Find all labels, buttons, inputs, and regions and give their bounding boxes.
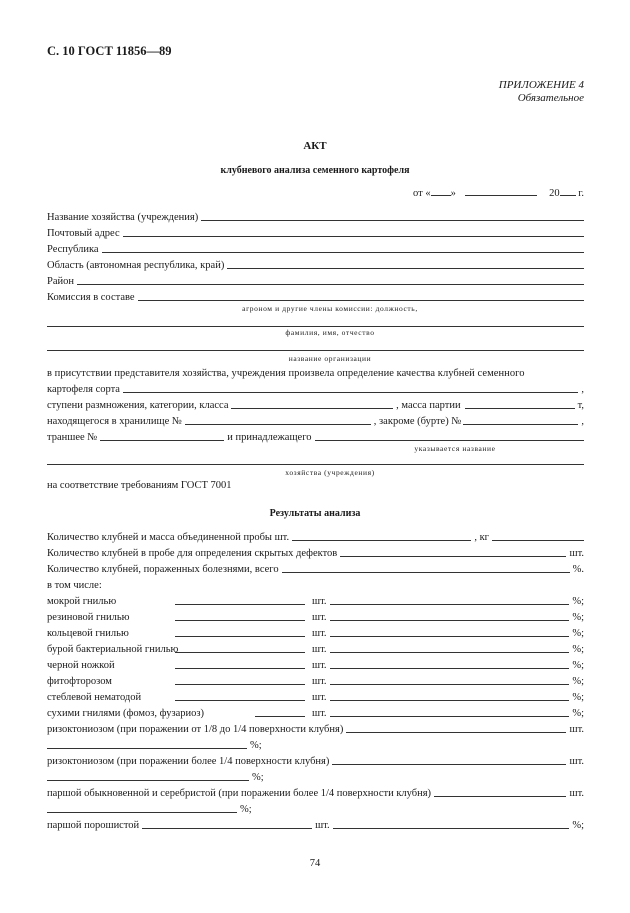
label-including: в том числе:: [47, 580, 102, 591]
appendix-label: [499, 79, 584, 105]
field-storage[interactable]: находящегося в хранилище № , закроме (бурте) № ,: [47, 416, 584, 427]
results-title: Результаты анализа: [269, 508, 361, 519]
disease-count-line[interactable]: [175, 674, 305, 685]
disease-label: мокрой гнилью: [47, 596, 117, 607]
body-line-1: в присутствии представителя хозяйства, учреждения произвела определение качества клубней семенного: [47, 368, 525, 379]
unit-pct: %;: [572, 644, 584, 655]
field-variety[interactable]: картофеля сорта ,: [47, 384, 584, 395]
unit-pct: %;: [572, 628, 584, 639]
appendix-subtitle: Обязательное: [517, 92, 584, 104]
field-commission[interactable]: Комиссия в составе: [47, 288, 584, 303]
field-members-line[interactable]: [47, 314, 584, 329]
field-rhizo-1[interactable]: ризоктониозом (при поражении от 1/8 до 1/4 поверхности клубня) шт.: [47, 724, 584, 735]
unit-pcs: шт.: [312, 692, 327, 703]
field-region[interactable]: Область (автономная республика, край): [47, 256, 584, 271]
disease-pct-line[interactable]: [330, 658, 570, 669]
field-district[interactable]: Район: [47, 272, 584, 287]
field-affected-total[interactable]: Количество клубней, пораженных болезнями, всего %.: [47, 564, 584, 575]
disease-row[interactable]: [47, 656, 584, 671]
unit-pct: %;: [572, 612, 584, 623]
disease-count-line[interactable]: [175, 626, 305, 637]
disease-row[interactable]: [47, 608, 584, 623]
field-rhizo-1-pct[interactable]: %;: [47, 736, 584, 751]
act-subtitle: клубневого анализа семенного картофеля: [220, 165, 410, 176]
disease-label: бурой бактериальной гнилью: [47, 644, 179, 655]
unit-pcs: шт.: [312, 628, 327, 639]
unit-pcs: шт.: [312, 708, 327, 719]
disease-row[interactable]: [47, 688, 584, 703]
disease-count-line[interactable]: [175, 610, 305, 621]
unit-pcs: шт.: [312, 612, 327, 623]
unit-pcs: шт.: [312, 660, 327, 671]
disease-label: стеблевой нематодой: [47, 692, 142, 703]
unit-pct: %;: [572, 676, 584, 687]
unit-pct: %;: [572, 596, 584, 607]
disease-label: черной ножкой: [47, 660, 115, 671]
disease-pct-line[interactable]: [330, 626, 570, 637]
disease-row[interactable]: [47, 592, 584, 607]
unit-pct: %;: [572, 708, 584, 719]
field-scab-2[interactable]: паршой порошистой шт. %;: [47, 820, 584, 831]
disease-pct-line[interactable]: [330, 706, 570, 717]
disease-label: резиновой гнилью: [47, 612, 130, 623]
disease-pct-line[interactable]: [330, 594, 570, 605]
unit-pcs: шт.: [312, 644, 327, 655]
unit-pct: %;: [572, 692, 584, 703]
caption-farm: хозяйства (учреждения): [285, 468, 375, 477]
appendix-title: ПРИЛОЖЕНИЕ 4: [498, 79, 584, 91]
disease-label: сухими гнилями (фомоз, фузариоз): [47, 708, 205, 719]
disease-count-line[interactable]: [255, 706, 305, 717]
field-rhizo-2[interactable]: ризоктониозом (при поражении более 1/4 поверхности клубня) шт.: [47, 756, 584, 767]
unit-pcs: шт.: [312, 596, 327, 607]
field-trench[interactable]: траншее № и принадлежащего: [47, 428, 584, 443]
unit-pcs: шт.: [312, 676, 327, 687]
field-rhizo-2-pct[interactable]: %;: [47, 768, 584, 783]
page-number: 74: [309, 858, 321, 869]
disease-count-line[interactable]: [175, 642, 305, 653]
disease-count-line[interactable]: [175, 690, 305, 701]
caption-org: название организации: [288, 354, 372, 363]
body-gost: на соответствие требованиям ГОСТ 7001: [47, 480, 232, 491]
disease-pct-line[interactable]: [330, 642, 570, 653]
field-postal[interactable]: Почтовый адрес: [47, 224, 584, 239]
disease-label: кольцевой гнилью: [47, 628, 129, 639]
disease-label: фитофторозом: [47, 676, 112, 687]
field-republic[interactable]: Республика: [47, 240, 584, 255]
act-title: АКТ: [303, 140, 327, 152]
disease-row[interactable]: [47, 640, 584, 655]
field-hidden-defects[interactable]: Количество клубней в пробе для определения скрытых дефектов шт.: [47, 548, 584, 559]
unit-pct: %;: [572, 660, 584, 671]
caption-agronomist: агроном и другие члены комиссии: должность,: [242, 304, 418, 313]
caption-indicated: указывается название: [414, 444, 496, 453]
disease-count-line[interactable]: [175, 658, 305, 669]
disease-count-line[interactable]: [175, 594, 305, 605]
field-count-mass[interactable]: Количество клубней и масса объединенной пробы шт. , кг: [47, 528, 584, 543]
disease-row[interactable]: [47, 624, 584, 639]
disease-row[interactable]: [47, 704, 584, 719]
field-scab-1[interactable]: паршой обыкновенной и серебристой (при поражении более 1/4 поверхности клубня) шт.: [47, 788, 584, 799]
page-header: С. 10 ГОСТ 11856—89: [47, 44, 172, 58]
disease-pct-line[interactable]: [330, 610, 570, 621]
field-owner-line[interactable]: [47, 452, 584, 467]
disease-pct-line[interactable]: [330, 690, 570, 701]
field-stage[interactable]: ступени размножения, категории, класса , масса партии т,: [47, 400, 584, 411]
disease-pct-line[interactable]: [330, 674, 570, 685]
field-scab-1-pct[interactable]: %;: [47, 800, 584, 815]
field-org-line[interactable]: [47, 338, 584, 353]
field-farm-name[interactable]: Название хозяйства (учреждения): [47, 208, 584, 223]
disease-row[interactable]: [47, 672, 584, 687]
act-date: от « » 20 г.: [413, 188, 584, 199]
caption-fio: фамилия, имя, отчество: [285, 328, 375, 337]
